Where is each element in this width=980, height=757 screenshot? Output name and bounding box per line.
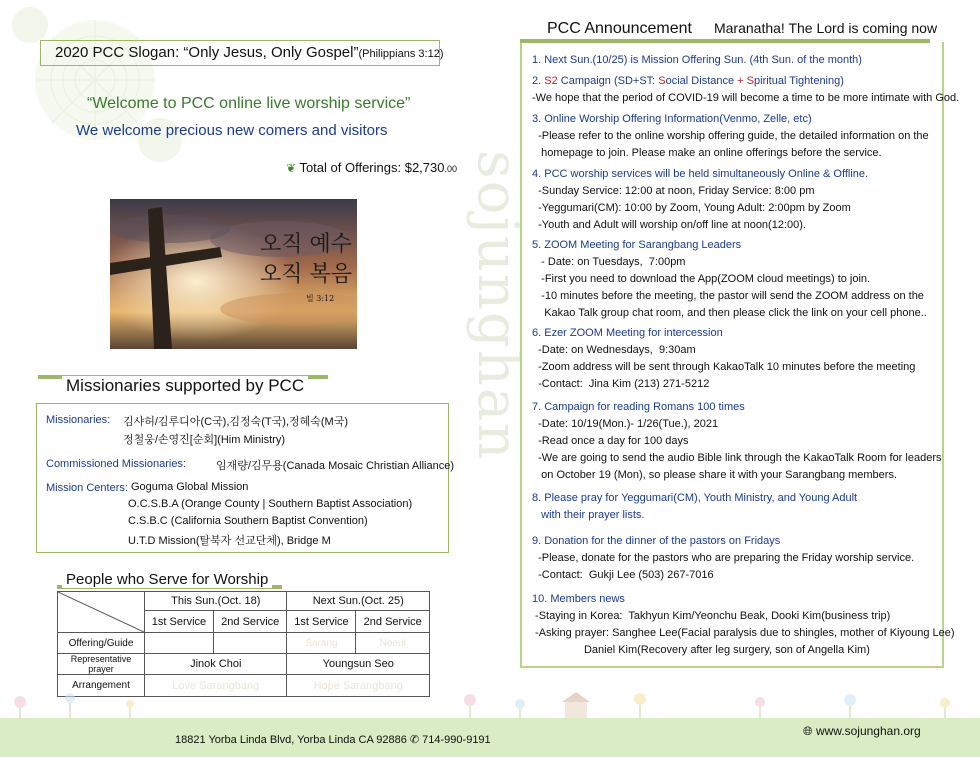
announcement-line: 7. Campaign for reading Romans 100 times xyxy=(532,401,745,413)
table-cell: Youngsun Seo xyxy=(287,654,430,675)
service-header: 1st Service xyxy=(287,611,356,633)
offerings-total xyxy=(286,160,457,175)
announcement-line: 4. PCC worship services will be held simultaneously Online & Offline. xyxy=(532,168,869,180)
announcement-line: -Sunday Service: 12:00 at noon, Friday Service: 8:00 pm xyxy=(532,185,815,197)
announcement-line: on October 19 (Mon), so please share it with your Sarangbang members. xyxy=(532,469,898,481)
commissioned-text: 임재량/김무용(Canada Mosaic Christian Alliance) xyxy=(216,460,454,472)
announcement-line: -Read once a day for 100 days xyxy=(532,435,689,447)
announcement-line: 3. Online Worship Offering Information(Venmo, Zelle, etc) xyxy=(532,113,812,125)
announcement-line: homepage to join. Please make an online offerings before the service. xyxy=(532,147,882,159)
table-cell xyxy=(213,633,287,654)
diagonal-divider xyxy=(58,592,144,632)
announcement-line: 1. Next Sun.(10/25) is Mission Offering Sun. (4th Sun. of the month) xyxy=(532,54,862,66)
announcement-item-3 xyxy=(532,111,929,162)
announcement-line: -Contact: Jina Kim (213) 271-5212 xyxy=(532,378,710,390)
mission-center-item: Goguma Global Mission xyxy=(131,481,249,493)
announcement-line: -We hope that the period of COVID-19 will become a time to be more intimate with God. xyxy=(532,92,960,104)
welcome-line-2: We welcome precious new comers and visitors xyxy=(76,122,388,139)
service-header: 1st Service xyxy=(145,611,214,633)
serve-heading: People who Serve for Worship xyxy=(62,571,272,588)
announcement-item-7 xyxy=(532,399,941,484)
announcement-line: -Date: 10/19(Mon.)- 1/26(Tue.), 2021 xyxy=(532,418,719,430)
announcement-item-6 xyxy=(532,325,915,393)
table-cell: Hope Sarangbang xyxy=(287,675,430,697)
row-label: Representative prayer xyxy=(58,654,145,675)
next-sun-header: Next Sun.(Oct. 25) xyxy=(287,592,430,611)
mission-center-item: O.C.S.B.A (Orange County | Southern Baptist Association) xyxy=(128,498,413,510)
announcement-heading xyxy=(541,20,943,38)
slogan xyxy=(55,44,443,61)
slogan-ref: (Philippians 3:12) xyxy=(358,48,444,60)
announcement-line: -Staying in Korea: Takhyun Kim/Yeonchu Beak, Dooki Kim(business trip) xyxy=(532,610,891,622)
announcement-line: -Please refer to the online worship offering guide, the detailed information on the xyxy=(532,130,929,142)
offerings-amount: $2,730.00 xyxy=(404,160,457,175)
announcement-line: -First you need to download the App(ZOOM cloud meetings) to join. xyxy=(532,273,871,285)
missionaries-label: Missionaries: xyxy=(46,414,111,426)
announcement-line: Kakao Talk group chat room, and then please click the link on your cell phone.. xyxy=(532,307,927,319)
announcement-item-2 xyxy=(532,73,959,107)
announcement-line: -Please, donate for the pastors who are preparing the Friday worship service. xyxy=(532,552,915,564)
announcement-line: - Date: on Tuesdays, 7:00pm xyxy=(532,256,686,268)
photo-caption-1: 오직 예수 xyxy=(260,232,353,257)
announcement-item-5 xyxy=(532,237,927,322)
missionaries-heading: Missionaries supported by PCC xyxy=(62,376,308,396)
this-sun-header: This Sun.(Oct. 18) xyxy=(145,592,287,611)
slogan-main: 2020 PCC Slogan: “Only Jesus, Only Gospel” xyxy=(55,44,359,61)
footer-address: 18821 Yorba Linda Blvd, Yorba Linda CA 92886 ✆ 714-990-9191 xyxy=(175,734,491,746)
missionaries-line-2: 정철웅/손영진[순회](Him Ministry) xyxy=(123,434,285,446)
mission-centers-label: Mission Centers: xyxy=(46,482,128,494)
sprout-icon: ❦ xyxy=(286,161,297,175)
announcement-item-8 xyxy=(532,490,857,524)
phone-icon: ✆ xyxy=(409,734,420,746)
footer-website[interactable]: 🌐︎ www.sojunghan.org xyxy=(803,724,921,738)
announcement-line: -Contact: Gukji Lee (503) 267-7016 xyxy=(532,569,714,581)
cross-sunset-image xyxy=(110,199,357,349)
announcement-item-4 xyxy=(532,166,868,234)
announcement-line: -10 minutes before the meeting, the pastor will send the ZOOM address on the xyxy=(532,290,924,302)
flower-decoration xyxy=(0,0,200,170)
announcement-line: 5. ZOOM Meeting for Sarangbang Leaders xyxy=(532,239,742,251)
announcement-subtitle: Maranatha! The Lord is coming now xyxy=(713,20,938,36)
service-header: 2nd Service xyxy=(356,611,430,633)
photo-caption-2: 오직 복음 xyxy=(260,262,353,287)
mission-center-item: U.T.D Mission(탈북자 선교단체), Bridge M xyxy=(128,535,331,547)
announcement-line: -Zoom address will be sent through KakaoTalk 10 minutes before the meeting xyxy=(532,361,916,373)
announcement-line: -We are going to send the audio Bible link through the KakaoTalk Room for leaders xyxy=(532,452,942,464)
announcement-line: 10. Members news xyxy=(532,593,625,605)
announcement-line: 6. Ezer ZOOM Meeting for intercession xyxy=(532,327,723,339)
announcement-line: Daniel Kim(Recovery after leg surgery, son of Angella Kim) xyxy=(532,644,870,656)
announcement-line: -Youth and Adult will worship on/off line at noon(12:00). xyxy=(532,219,806,231)
table-cell: Noeul xyxy=(356,633,430,654)
table-cell: Jinok Choi xyxy=(145,654,287,675)
row-label: Offering/Guide xyxy=(58,633,145,654)
table-cell: Love Sarangbang xyxy=(145,675,287,697)
announcement-title: PCC Announcement xyxy=(547,20,692,37)
offerings-label: Total of Offerings: xyxy=(299,160,405,175)
announcement-line: -Date: on Wednesdays, 9:30am xyxy=(532,344,696,356)
announcement-line: -Yeggumari(CM): 10:00 by Zoom, Young Adult: 2:00pm by Zoom xyxy=(532,202,851,214)
table-cell xyxy=(145,633,214,654)
globe-icon: 🌐︎ xyxy=(803,724,813,738)
table-cell: Sarang xyxy=(287,633,356,654)
photo-caption-ref: 빌 3:12 xyxy=(306,294,335,303)
announcement-item-9 xyxy=(532,533,914,584)
welcome-line-1: “Welcome to PCC online live worship service” xyxy=(87,95,411,112)
announcement-line: 2. S2 Campaign (SD+ST: Social Distance + Spiritual Tightening) xyxy=(532,75,844,87)
watermark-text: sojunghan xyxy=(465,150,530,462)
flower-field-illustration xyxy=(0,690,980,720)
missionaries-line-1: 김샤허/김루디아(C국),김정숙(T국),정혜숙(M국) xyxy=(123,416,348,428)
commissioned-label: Commissioned Missionaries: xyxy=(46,458,186,470)
announcement-item-10 xyxy=(532,591,955,659)
announcement-item-1 xyxy=(532,52,862,69)
table-corner xyxy=(58,592,145,633)
announcement-heading-bar xyxy=(520,39,930,43)
footer-phone: 714-990-9191 xyxy=(419,734,491,746)
mission-center-item: C.S.B.C (California Southern Baptist Convention) xyxy=(128,515,368,527)
announcement-line: with their prayer lists. xyxy=(532,509,645,521)
serve-table xyxy=(57,591,430,697)
announcement-line: 9. Donation for the dinner of the pastors on Fridays xyxy=(532,535,781,547)
announcement-line: -Asking prayer: Sanghee Lee(Facial paralysis due to shingles, mother of Kiyoung Lee) xyxy=(532,627,955,639)
announcement-line: 8. Please pray for Yeggumari(CM), Youth Ministry, and Young Adult xyxy=(532,492,858,504)
service-header: 2nd Service xyxy=(213,611,287,633)
row-label: Arrangement xyxy=(58,675,145,697)
